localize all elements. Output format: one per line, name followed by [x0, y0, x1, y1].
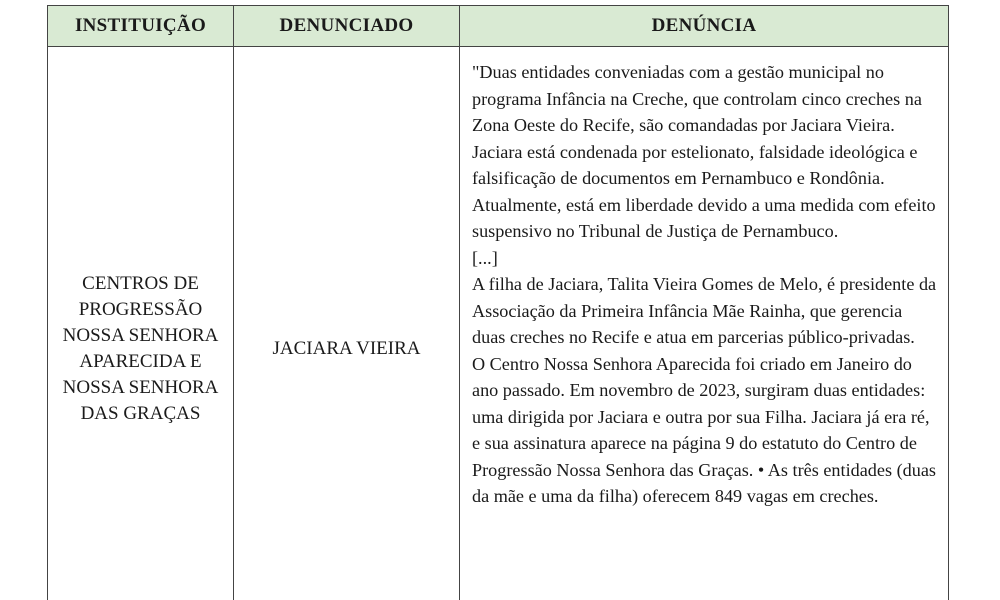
denuncia-paragraph: "Duas entidades conveniadas com a gestão municipal no programa Infância na Creche, que controlam cinco creches na Zona Oeste do Recife, são comandadas por Jaciara Vieira. [472, 62, 922, 135]
instituicao-line: CENTROS DE [82, 273, 199, 294]
instituicao-line: NOSSA SENHORA [62, 325, 219, 346]
cell-denuncia [460, 47, 949, 600]
table-body [48, 47, 949, 600]
table-header [48, 6, 949, 47]
table-row [48, 47, 949, 600]
complaints-table [47, 5, 949, 600]
header-denunciado: DENUNCIADO [234, 6, 460, 47]
instituicao-line: APARECIDA E [79, 351, 202, 372]
instituicao-line: NOSSA SENHORA [62, 377, 219, 398]
header-instituicao: INSTITUIÇÃO [48, 6, 234, 47]
header-denuncia: DENÚNCIA [460, 6, 949, 47]
denuncia-paragraph: A filha de Jaciara, Talita Vieira Gomes de Melo, é presidente da Associação da Primeira Infância Mãe Rainha, que gerencia duas creches no Recife e atua em parcerias público-privadas. [472, 274, 937, 347]
cell-denunciado: JACIARA VIEIRA [234, 47, 460, 600]
cell-instituicao [48, 47, 234, 600]
header-row [48, 6, 949, 47]
denuncia-paragraph: O Centro Nossa Senhora Aparecida foi criado em Janeiro do ano passado. Em novembro de 2023, surgiram duas entidades: uma dirigida por Jaciara e outra por sua Filha. Jaciara já era ré, e sua assinatura aparece na página 9 do estatuto do Centro de Progressão Nossa Senhora das Graças. • As três entidades (duas da mãe e uma da filha) oferecem 849 vagas em creches. [472, 353, 936, 506]
denuncia-paragraph: Jaciara está condenada por estelionato, falsidade ideológica e falsificação de documentos em Pernambuco e Rondônia. Atualmente, está em liberdade devido a uma medida com efeito suspensivo no Tribunal de Justiça de Pernambuco. [472, 141, 936, 241]
instituicao-line: DAS GRAÇAS [80, 403, 201, 424]
instituicao-line: PROGRESSÃO [78, 299, 203, 320]
denuncia-paragraph: [...] [472, 247, 498, 268]
